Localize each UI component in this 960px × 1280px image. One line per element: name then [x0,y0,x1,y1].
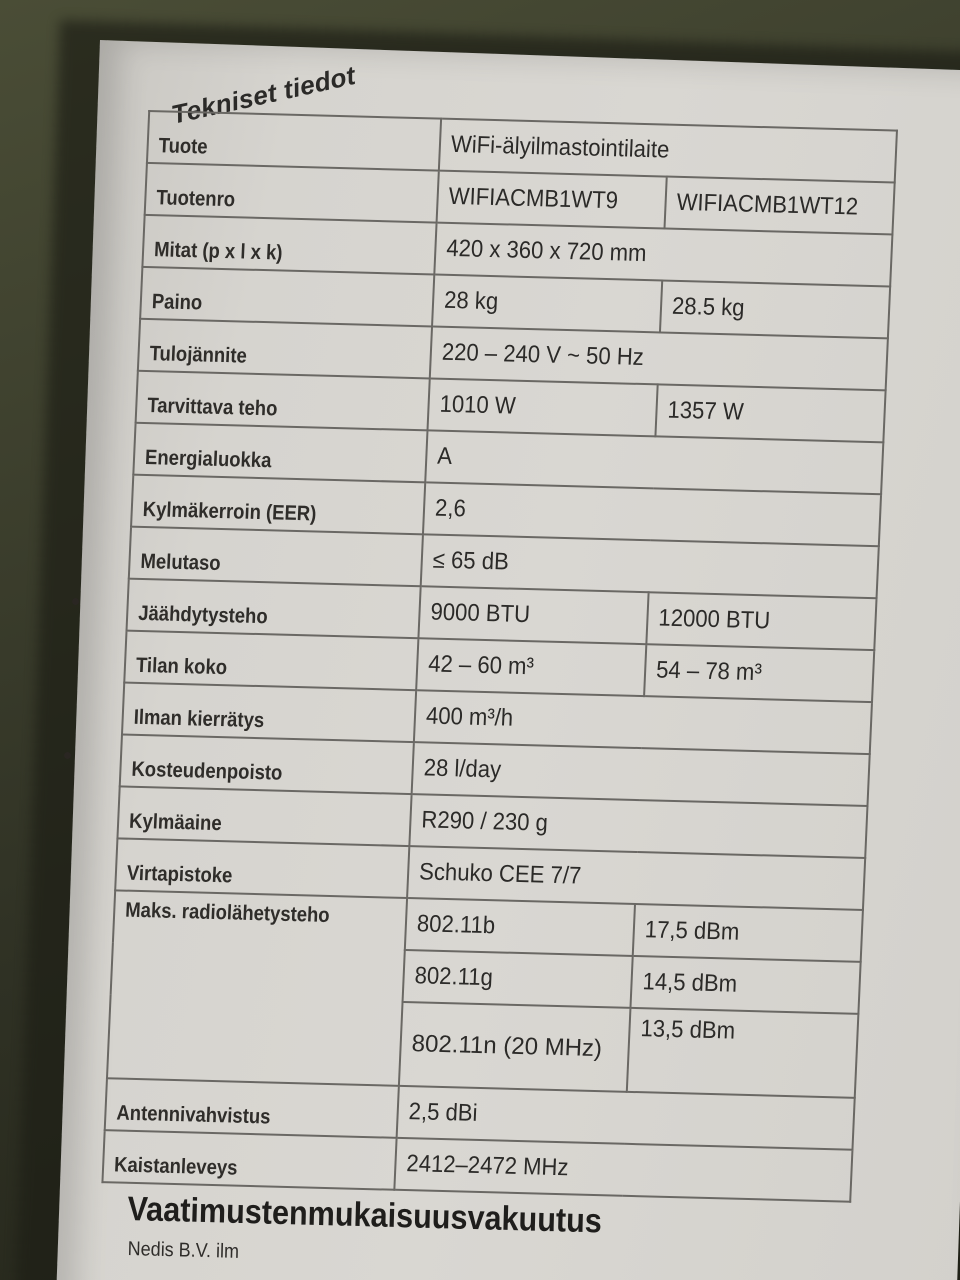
radio-power-1: 17,5 dBm [633,904,863,962]
row-label-energialuokka: Energialuokka [133,423,427,483]
row-label-kosteudenpoisto: Kosteudenpoisto [120,734,414,794]
row-label-tulojannite: Tulojännite [138,319,432,379]
energy-class-value: A [425,430,883,494]
row-label-paino: Paino [140,267,434,327]
model-number-1: WIFIACMB1WT9 [437,171,667,229]
radio-standard-3: 802.11n (20 MHz) [399,1002,631,1092]
radio-standard-2: 802.11g [403,950,633,1008]
radio-power-3: 13,5 dBm [627,1008,859,1098]
row-label-eer: Kylmäkerroin (EER) [131,475,425,535]
weight-value-1: 28 kg [432,275,662,333]
eer-value: 2,6 [423,482,881,546]
row-label-jaahdytysteho: Jäähdytysteho [127,579,421,639]
dehumidification-value: 28 l/day [412,742,870,806]
plug-value: Schuko CEE 7/7 [407,846,865,910]
cooling-value-1: 9000 BTU [418,586,648,644]
antenna-gain-value: 2,5 dBi [397,1086,855,1150]
spec-table [101,110,898,1203]
power-value-1: 1010 W [427,378,657,436]
staple-hole-top [72,598,79,605]
declaration-subtitle: Nedis B.V. ilm [127,1238,240,1263]
dimensions-value: 420 x 360 x 720 mm [434,223,892,287]
row-label-kaista: Kaistanleveys [102,1130,396,1190]
declaration-title: Vaatimustenmukaisuusvakuutus [127,1190,603,1241]
cooling-value-2: 12000 BTU [646,592,876,650]
room-size-value-2: 54 – 78 m³ [644,644,874,702]
voltage-value: 220 – 240 V ~ 50 Hz [430,326,888,390]
row-label-tilan-koko: Tilan koko [124,631,418,691]
staple-hole-bottom [64,752,71,759]
noise-level-value: ≤ 65 dB [421,534,879,598]
row-label-radio: Maks. radiolähetysteho [107,890,407,1085]
model-number-2: WIFIACMB1WT12 [664,177,894,235]
row-label-kylmaaine: Kylmäaine [117,786,411,846]
row-label-teho: Tarvittava teho [136,371,430,431]
row-label-tuotenro: Tuotenro [145,163,439,223]
row-label-tuote: Tuote [147,111,441,171]
radio-standard-1: 802.11b [405,898,635,956]
room-size-value-1: 42 – 60 m³ [416,638,646,696]
row-label-ilman-kierratys: Ilman kierrätys [122,683,416,743]
row-label-virtapistoke: Virtapistoke [115,838,409,898]
power-value-2: 1357 W [655,384,885,442]
refrigerant-value: R290 / 230 g [409,794,867,858]
bandwidth-value: 2412–2472 MHz [394,1138,852,1202]
product-type-value: WiFi-älyilmastointilaite [439,119,897,183]
row-label-melutaso: Melutaso [129,527,423,587]
weight-value-2: 28.5 kg [660,280,890,338]
radio-power-2: 14,5 dBm [630,956,860,1014]
section-heading: Tekniset tiedot [168,60,359,130]
air-circulation-value: 400 m³/h [414,690,872,754]
row-label-mitat: Mitat (p x l x k) [142,215,436,275]
row-label-antenni: Antennivahvistus [105,1078,399,1138]
